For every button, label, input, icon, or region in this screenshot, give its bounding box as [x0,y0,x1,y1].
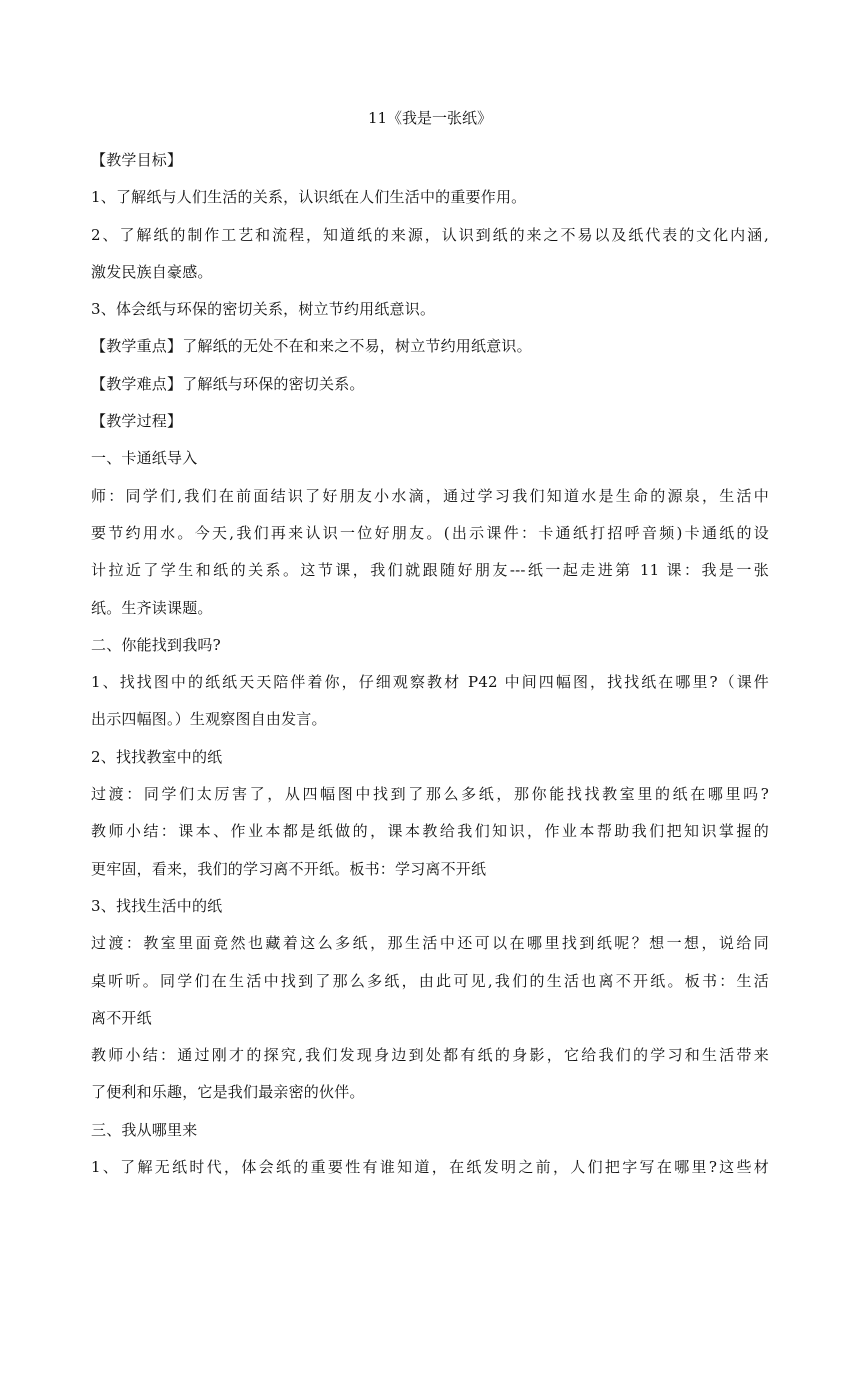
text-line: 【教学重点】了解纸的无处不在和来之不易，树立节约用纸意识。 [91,337,532,356]
text-line: 1、找找图中的纸纸天天陪伴着你，仔细观察教材 P42 中间四幅图，找找纸在哪里?（课件 [91,673,769,692]
text-line: 1、了解无纸时代，体会纸的重要性有谁知道，在纸发明之前，人们把字写在哪里?这些材 [91,1158,769,1177]
text-line: 出示四幅图。）生观察图自由发言。 [91,710,327,729]
text-line: 【教学过程】 [91,412,183,431]
text-line: 2、找找教室中的纸 [91,747,223,766]
text-line: 纸。生齐读课题。 [91,598,213,617]
text-line: 计拉近了学生和纸的关系。这节课，我们就跟随好朋友---纸一起走进第 11 课：我是一张 [91,561,769,580]
text-line: 教师小结：通过刚才的探究,我们发现身边到处都有纸的身影，它给我们的学习和生活带来 [91,1046,769,1065]
text-line: 桌听听。同学们在生活中找到了那么多纸，由此可见,我们的生活也离不开纸。板书：生活 [91,971,769,990]
text-line: 二、你能找到我吗? [91,635,221,654]
document-body [91,150,769,1194]
text-line: 更牢固，看来，我们的学习离不开纸。板书：学习离不开纸 [91,859,487,878]
text-line: 3、体会纸与环保的密切关系，树立节约用纸意识。 [91,300,436,319]
text-line: 三、我从哪里来 [91,1120,198,1139]
text-line: 离不开纸 [91,1008,152,1027]
text-line: 【教学目标】 [91,151,183,169]
text-line: 过渡：教室里面竟然也藏着这么多纸，那生活中还可以在哪里找到纸呢？想一想，说给同 [91,934,769,953]
document-title: 11《我是一张纸》 [367,109,493,127]
text-line: 要节约用水。今天,我们再来认识一位好朋友。(出示课件：卡通纸打招呼音频)卡通纸的设 [91,523,769,542]
text-line: 师：同学们,我们在前面结识了好朋友小水滴，通过学习我们知道水是生命的源泉，生活中 [91,486,769,505]
text-line: 了便利和乐趣，它是我们最亲密的伙伴。 [91,1083,365,1102]
text-line: 【教学难点】了解纸与环保的密切关系。 [91,374,365,393]
text-line: 过渡：同学们太厉害了，从四幅图中找到了那么多纸，那你能找找教室里的纸在哪里吗? [91,785,769,804]
text-line: 一、卡通纸导入 [91,449,198,468]
text-line: 2、了解纸的制作工艺和流程，知道纸的来源，认识到纸的来之不易以及纸代表的文化内涵, [91,225,769,244]
text-line: 1、了解纸与人们生活的关系，认识纸在人们生活中的重要作用。 [91,188,527,207]
text-line: 教师小结：课本、作业本都是纸做的，课本教给我们知识，作业本帮助我们把知识掌握的 [91,822,769,841]
text-line: 3、找找生活中的纸 [91,896,223,915]
text-line: 激发民族自豪感。 [91,262,213,281]
